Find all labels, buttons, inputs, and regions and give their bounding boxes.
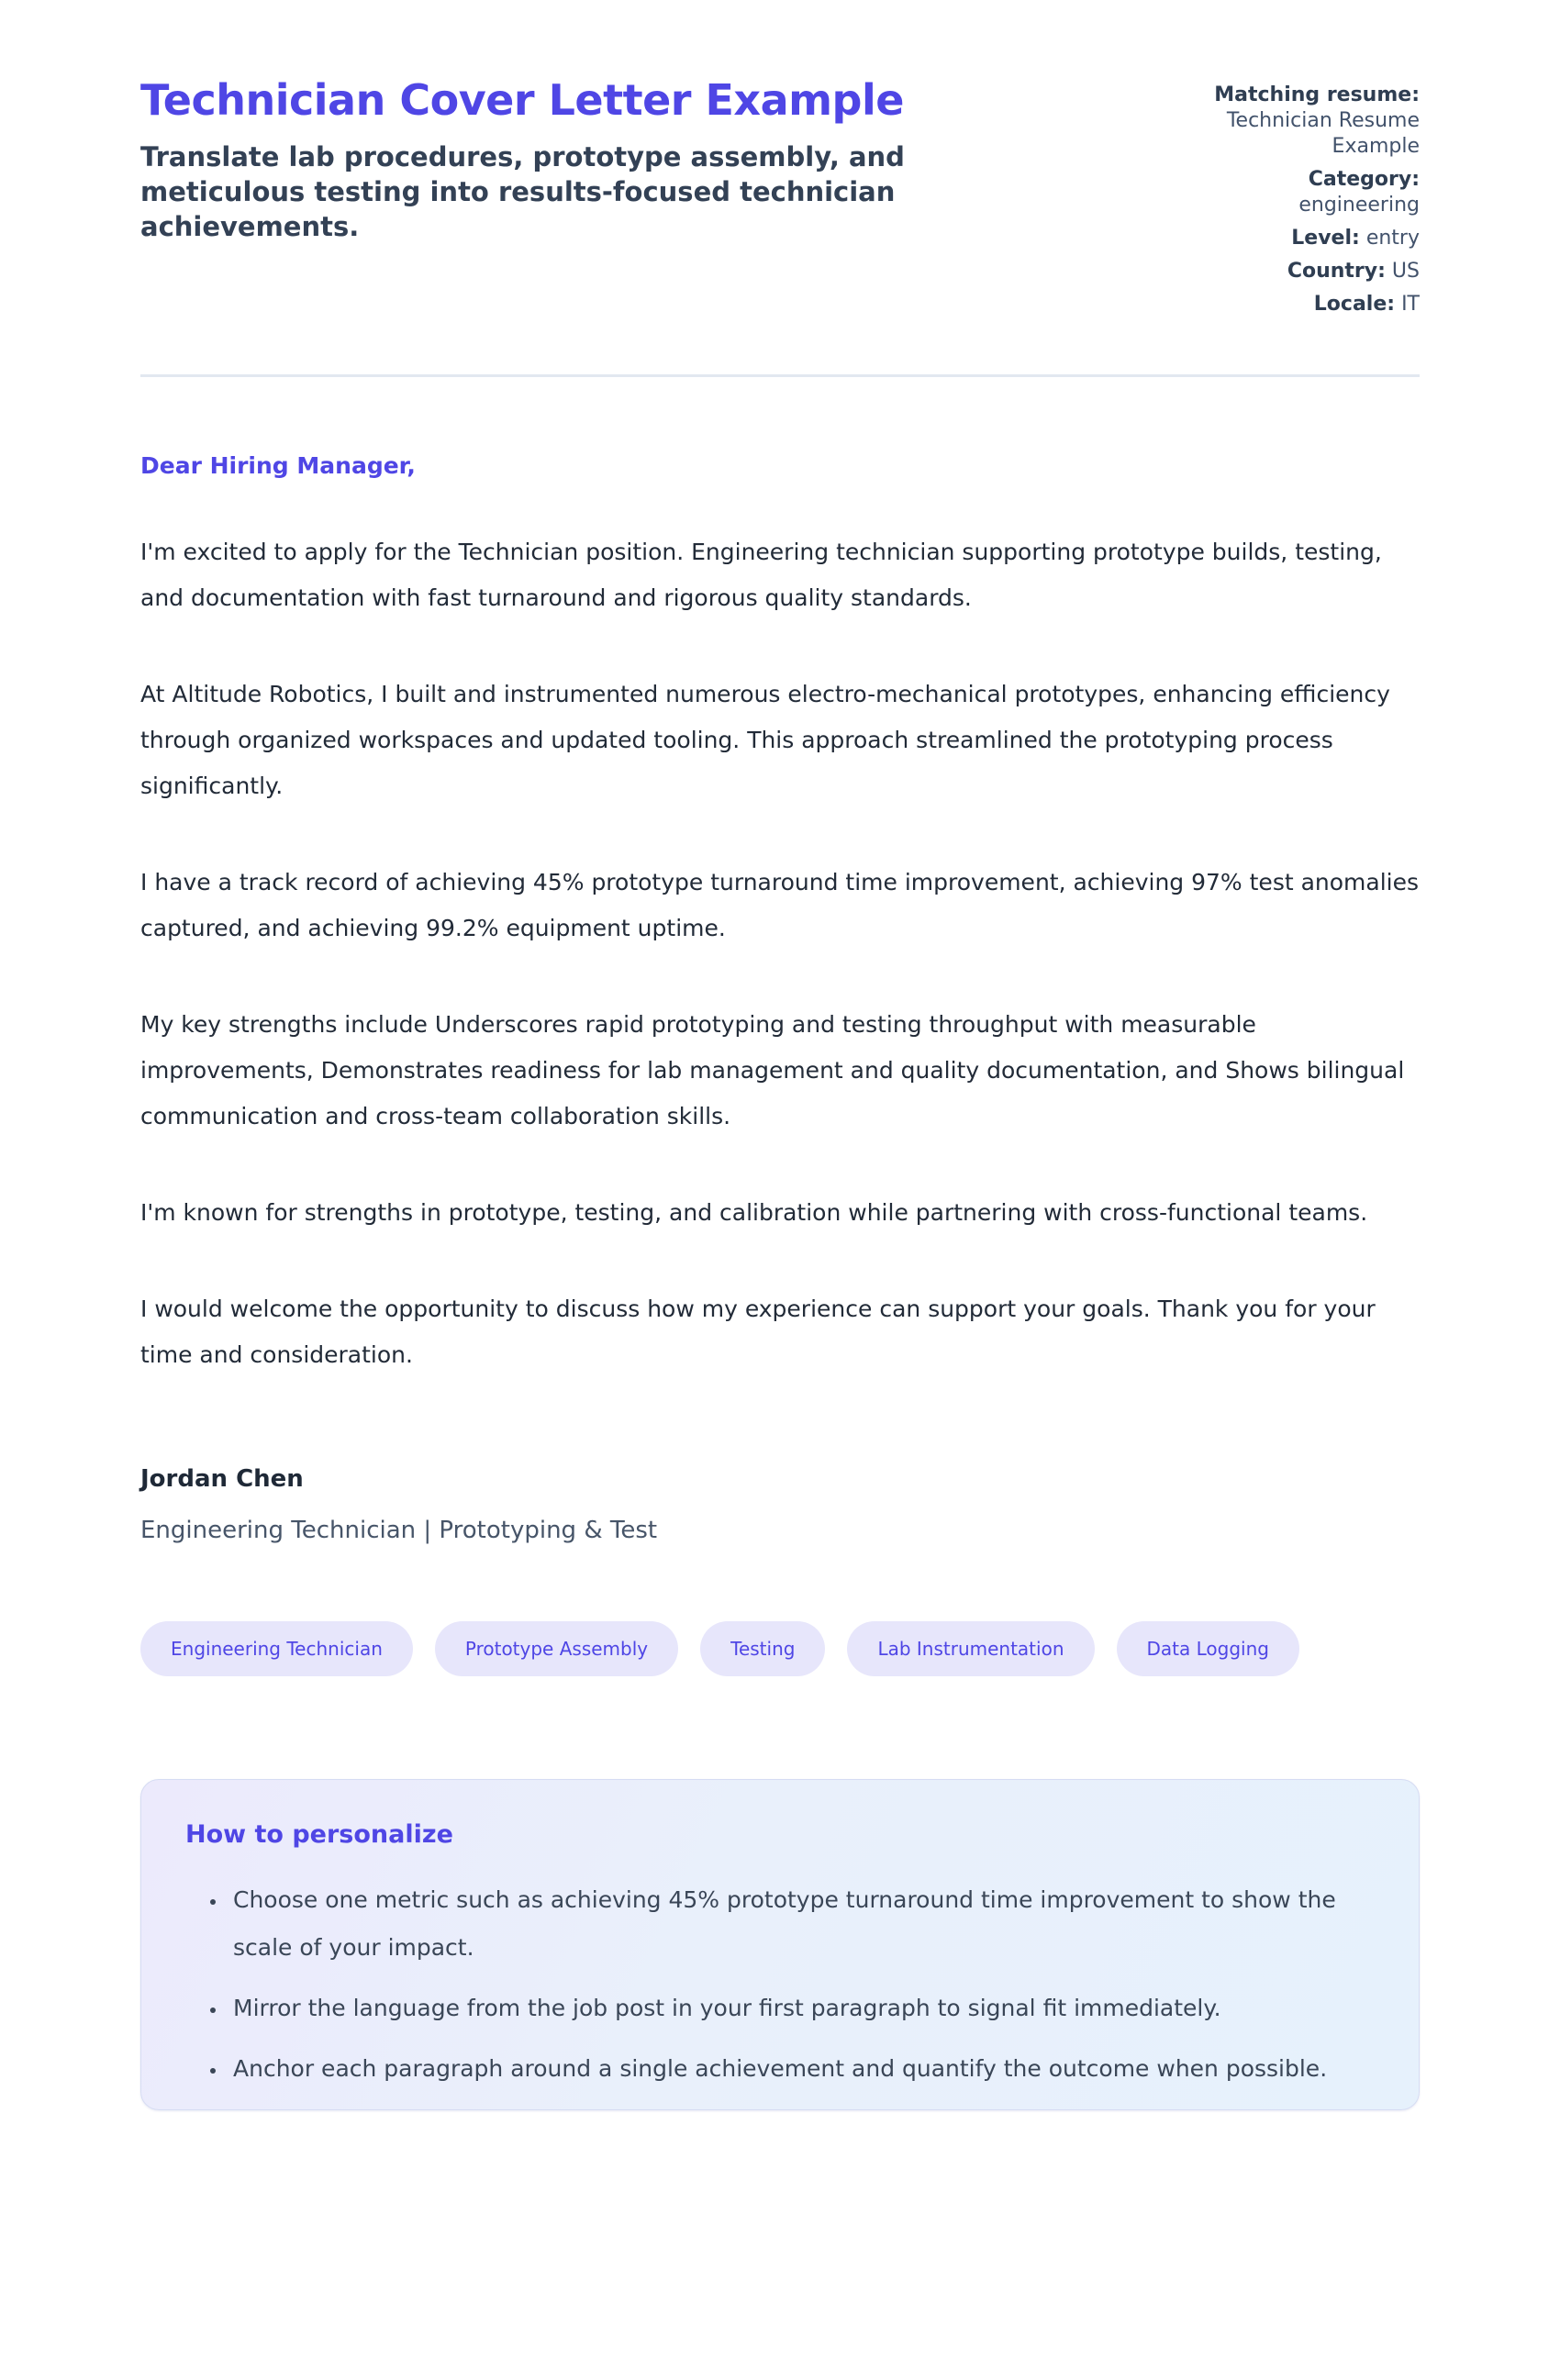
header-title-block <box>140 77 1040 244</box>
personalize-tip: • Mirror the language from the job post in your first paragraph to signal fit immediately. <box>228 1985 1375 2032</box>
letter-paragraph: I have a track record of achieving 45% prototype turnaround time improvement, achieving 97% test anomalies captured, and achieving 99.2% equipment uptime. <box>140 869 1420 941</box>
meta-item <box>1199 226 1420 251</box>
letter-paragraph: At Altitude Robotics, I built and instrumented numerous electro-mechanical prototypes, enhancing efficiency through organized workspaces and updated tooling. This approach streamlined the prototyping process significantly. <box>140 681 1390 799</box>
meta-item <box>1199 83 1420 160</box>
meta-label: Level: <box>1291 227 1360 250</box>
personalize-tip: • Anchor each paragraph around a single achievement and quantify the outcome when possible. <box>228 2045 1375 2093</box>
letter-paragraph: I would welcome the opportunity to discuss how my experience can support your goals. Thank you for your time and consideration. <box>140 1296 1376 1368</box>
meta-value: entry <box>1365 227 1420 250</box>
personalize-box <box>140 1779 1420 2110</box>
letter-paragraph: My key strengths include Underscores rapid prototyping and testing throughput with measurable improvements, Demonstrates readiness for lab management and quality documentation, and Shows bilingual communication and cross-team collaboration skills. <box>140 1011 1405 1129</box>
tag-pill[interactable]: Lab Instrumentation <box>847 1621 1094 1676</box>
cover-letter-page <box>140 0 1420 2110</box>
page-subtitle: Translate lab procedures, prototype assembly, and meticulous testing into results-focused technician achievements. <box>140 140 905 242</box>
letter-body <box>140 452 1420 1544</box>
tag-pill[interactable]: Prototype Assembly <box>435 1621 678 1676</box>
letter-paragraph: I'm known for strengths in prototype, testing, and calibration while partnering with cross-functional teams. <box>140 1199 1368 1226</box>
salutation: Dear Hiring Manager, <box>140 452 416 479</box>
meta-value: Technician Resume Example <box>1226 109 1420 158</box>
tag-pill[interactable]: Engineering Technician <box>140 1621 413 1676</box>
meta-value: IT <box>1401 293 1420 316</box>
personalize-list <box>185 1876 1375 2093</box>
tag-pill[interactable]: Data Logging <box>1117 1621 1299 1676</box>
meta-label: Country: <box>1287 260 1386 283</box>
signature-name: Jordan Chen <box>140 1465 304 1493</box>
tag-list <box>140 1621 1420 1676</box>
personalize-tip: • Choose one metric such as achieving 45% prototype turnaround time improvement to show the scale of your impact. <box>228 1876 1375 1972</box>
meta-label: Matching resume: <box>1214 83 1420 106</box>
signature-role: Engineering Technician | Prototyping & Test <box>140 1517 658 1544</box>
letter-paragraph: I'm excited to apply for the Technician position. Engineering technician supporting prototype builds, testing, and documentation with fast turnaround and rigorous quality standards. <box>140 539 1382 611</box>
meta-item <box>1199 259 1420 284</box>
meta-panel <box>1199 77 1420 325</box>
header <box>140 77 1420 325</box>
meta-value: US <box>1391 260 1420 283</box>
letter-paragraphs <box>140 529 1420 1378</box>
tag-pill[interactable]: Testing <box>700 1621 825 1676</box>
meta-label: Locale: <box>1313 293 1396 316</box>
personalize-heading: How to personalize <box>185 1820 453 1849</box>
page-title: Technician Cover Letter Example <box>140 75 904 125</box>
meta-item <box>1199 167 1420 218</box>
header-divider <box>140 374 1420 377</box>
meta-value: engineering <box>1298 194 1420 217</box>
meta-label: Category: <box>1308 168 1420 191</box>
meta-item <box>1199 292 1420 317</box>
